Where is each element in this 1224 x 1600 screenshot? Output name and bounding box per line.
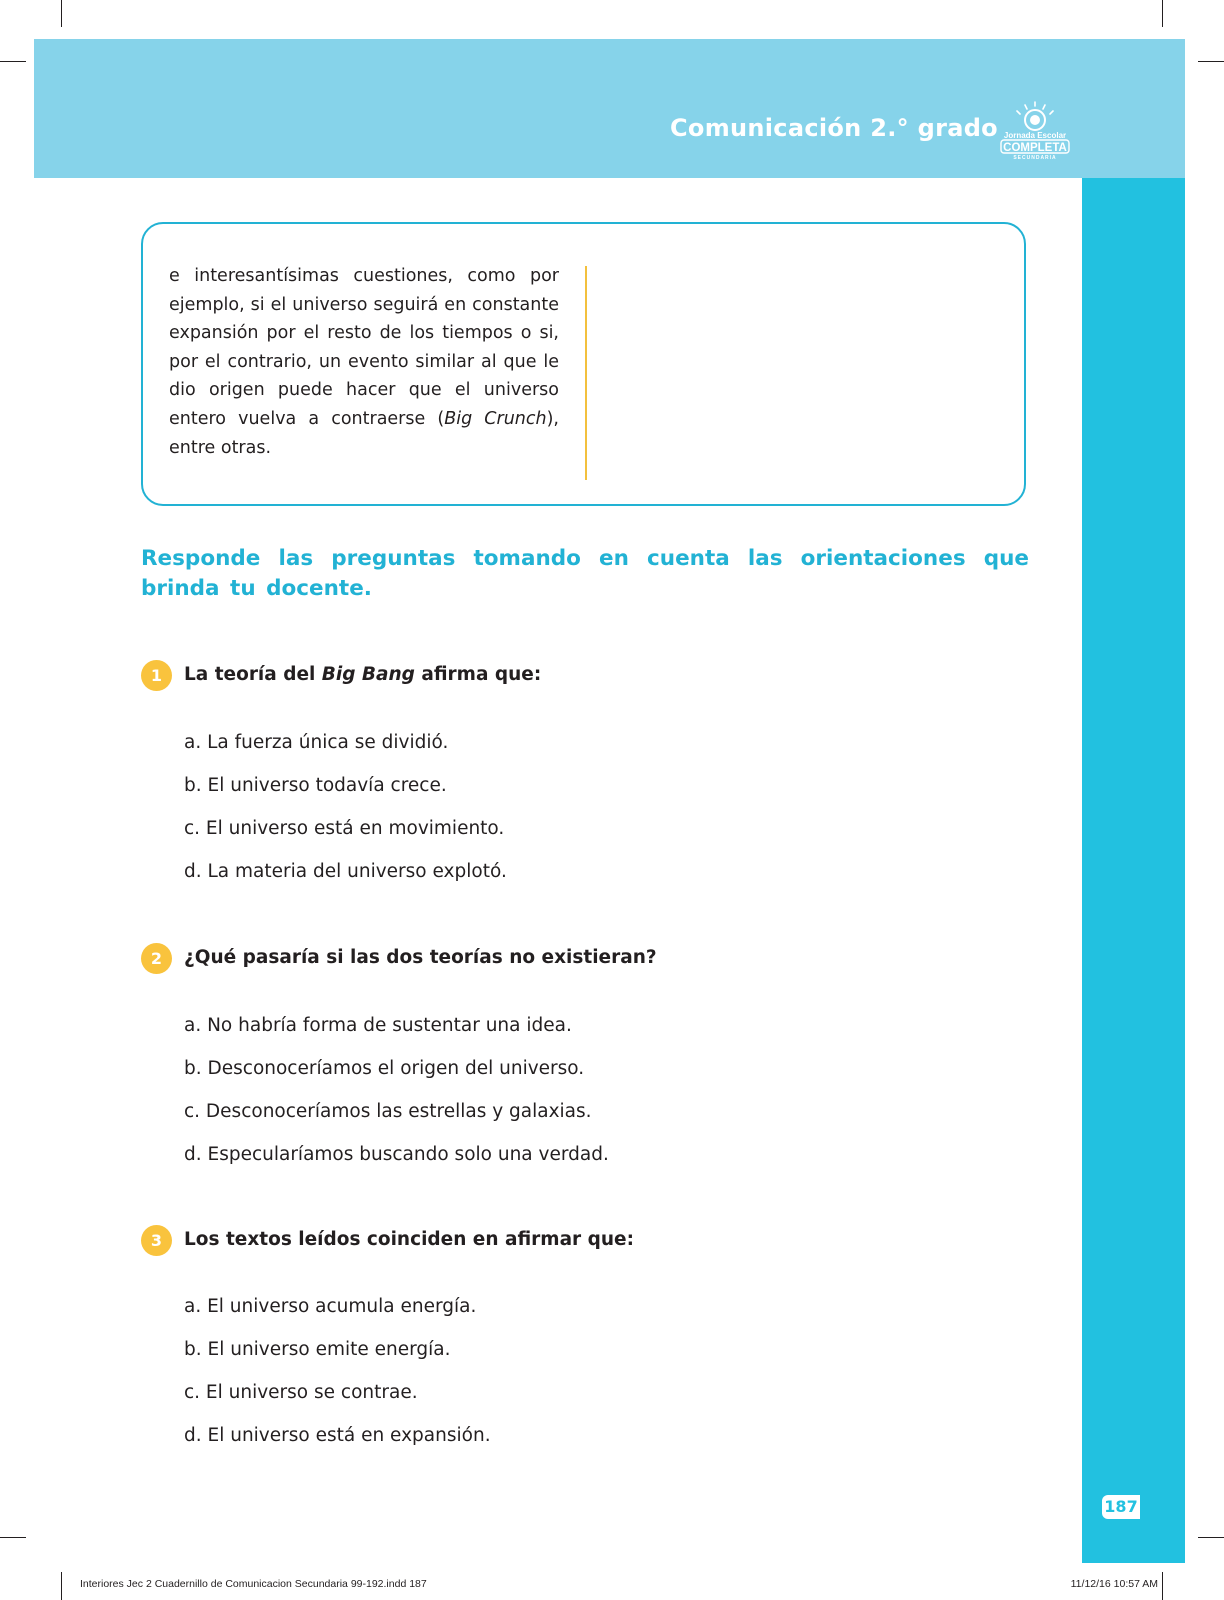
option-d[interactable]: d. El universo está en expansión. [184, 1425, 491, 1446]
crop-mark [0, 1537, 26, 1538]
option-a[interactable]: a. La fuerza única se dividió. [184, 732, 449, 753]
jornada-escolar-completa-logo [995, 100, 1075, 160]
excerpt-term: Big Crunch [444, 408, 547, 429]
question-number-badge: 2 [141, 943, 172, 974]
question-1-options [184, 721, 507, 893]
logo-line2: COMPLETA [1003, 142, 1067, 154]
question-text [184, 664, 541, 685]
option-b[interactable]: b. Desconoceríamos el origen del universo. [184, 1058, 585, 1079]
reading-excerpt-text [169, 262, 559, 462]
instruction-heading: Responde las preguntas tomando en cuenta las orientaciones que brinda tu docente. [141, 546, 1029, 601]
crop-mark [61, 1572, 62, 1600]
footer-timestamp: 11/12/16 10:57 AM [1070, 1578, 1158, 1590]
page-header-title: Comunicación 2.° grado [670, 114, 998, 142]
question-text: ¿Qué pasaría si las dos teorías no existieran? [184, 947, 657, 968]
footer-file-info: Interiores Jec 2 Cuadernillo de Comunicacion Secundaria 99-192.indd 187 [80, 1578, 427, 1590]
option-a[interactable]: a. El universo acumula energía. [184, 1296, 477, 1317]
option-b[interactable]: b. El universo emite energía. [184, 1339, 451, 1360]
crop-mark [1162, 1572, 1163, 1600]
reading-excerpt-box [141, 222, 1026, 506]
page-number: 187 [1102, 1495, 1140, 1519]
crop-mark [1162, 0, 1163, 27]
logo-line1: Jornada Escolar [1003, 131, 1067, 140]
option-c[interactable]: c. Desconoceríamos las estrellas y galaxias. [184, 1101, 592, 1122]
question-term: Big Bang [321, 664, 415, 685]
question-3-options [184, 1285, 491, 1457]
option-c[interactable]: c. El universo está en movimiento. [184, 818, 505, 839]
excerpt-text-after: ), entre otras. [169, 408, 559, 458]
question-prefix: La teoría del [184, 664, 322, 685]
crop-mark [1198, 61, 1224, 62]
column-divider [585, 266, 587, 480]
logo-line3: SECUNDARIA [1013, 155, 1057, 160]
option-d[interactable]: d. Especularíamos buscando solo una verdad. [184, 1144, 609, 1165]
side-band [1082, 178, 1185, 1563]
option-a[interactable]: a. No habría forma de sustentar una idea. [184, 1015, 572, 1036]
question-text: Los textos leídos coinciden en afirmar que: [184, 1229, 634, 1250]
crop-mark [61, 0, 62, 27]
option-b[interactable]: b. El universo todavía crece. [184, 775, 447, 796]
question-suffix: afirma que: [414, 664, 542, 685]
question-number-badge: 1 [141, 660, 172, 691]
crop-mark [1198, 1537, 1224, 1538]
excerpt-text-before: e interesantísimas cuestiones, como por ejemplo, si el universo seguirá en constante expansión por el resto de los tiempos o si, por el contrario, un evento similar al que le dio origen puede hacer que el universo entero vuelva a contraerse ( [169, 266, 559, 429]
question-number-badge: 3 [141, 1225, 172, 1256]
crop-mark [0, 61, 26, 62]
option-c[interactable]: c. El universo se contrae. [184, 1382, 418, 1403]
question-2-options [184, 1004, 609, 1176]
option-d[interactable]: d. La materia del universo explotó. [184, 861, 507, 882]
